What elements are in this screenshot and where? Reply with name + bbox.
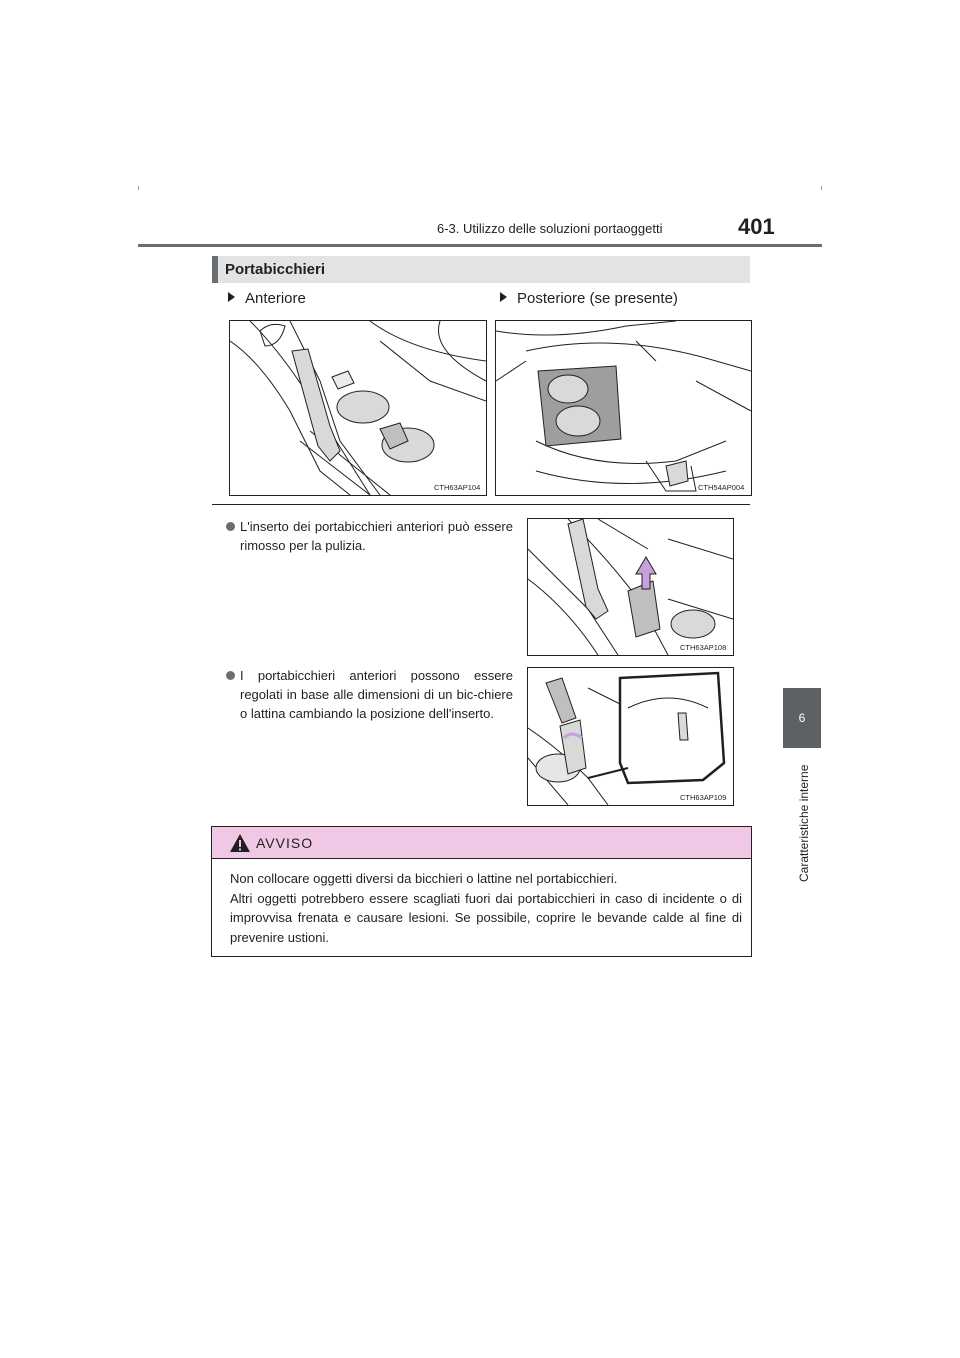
chapter-title-vertical <box>793 760 813 890</box>
subsection-front-label: Anteriore <box>228 290 306 307</box>
triangle-bullet-icon <box>228 292 235 302</box>
figure-front-cupholder <box>229 320 487 496</box>
warning-line: Altri oggetti potrebbero essere scagliati fuori dai portabicchieri in caso di incidente o di improvvisa frenata e causare lesioni. Se possibile, coprire le bevande calde al fine di prevenire ustioni. <box>230 890 742 945</box>
warning-body <box>230 869 742 947</box>
figure-code: CTH63AP108 <box>680 643 727 652</box>
front-cupholder-illustration <box>230 321 486 495</box>
running-header-section: 6-3. Utilizzo delle soluzioni portaoggetti <box>437 221 663 236</box>
warning-box <box>211 826 752 957</box>
figure-insert-removal <box>527 518 734 656</box>
insert-adjust-illustration <box>528 668 733 805</box>
chapter-number: 6 <box>798 711 806 725</box>
rear-cupholder-illustration <box>496 321 751 495</box>
crop-mark <box>821 186 822 190</box>
header-rule <box>138 244 822 247</box>
subsection-rear-label: Posteriore (se presente) <box>500 290 678 307</box>
bullet-text: I portabicchieri anteriori possono essere regolati in base alle dimensioni di un bic-chiere o lattina cambiando la posizione dell'inserto. <box>240 668 513 721</box>
warning-title: AVVISO <box>256 835 314 851</box>
page-number: 401 <box>738 214 775 239</box>
warning-header <box>212 827 751 859</box>
bullet-icon <box>226 522 235 531</box>
triangle-bullet-icon <box>500 292 507 302</box>
figure-code: CTH54AP004 <box>698 483 745 492</box>
warning-line: Non collocare oggetti diversi da bicchieri o lattine nel portabicchieri. <box>230 871 618 886</box>
section-divider <box>212 504 750 505</box>
bullet-text: L'inserto dei portabicchieri anteriori può essere rimosso per la pulizia. <box>240 519 513 553</box>
figure-insert-adjust <box>527 667 734 806</box>
section-heading <box>212 256 750 283</box>
warning-triangle-icon <box>229 833 251 853</box>
bullet-icon <box>226 671 235 680</box>
figure-code: CTH63AP109 <box>680 793 727 802</box>
section-heading-marker <box>212 256 218 283</box>
figure-code: CTH63AP104 <box>434 483 481 492</box>
figure-rear-cupholder <box>495 320 752 496</box>
crop-mark <box>138 186 139 190</box>
chapter-title: Caratteristiche interne <box>797 764 811 882</box>
chapter-tab[interactable] <box>783 688 821 748</box>
insert-removal-illustration <box>528 519 733 655</box>
section-title: Portabicchieri <box>225 261 326 278</box>
